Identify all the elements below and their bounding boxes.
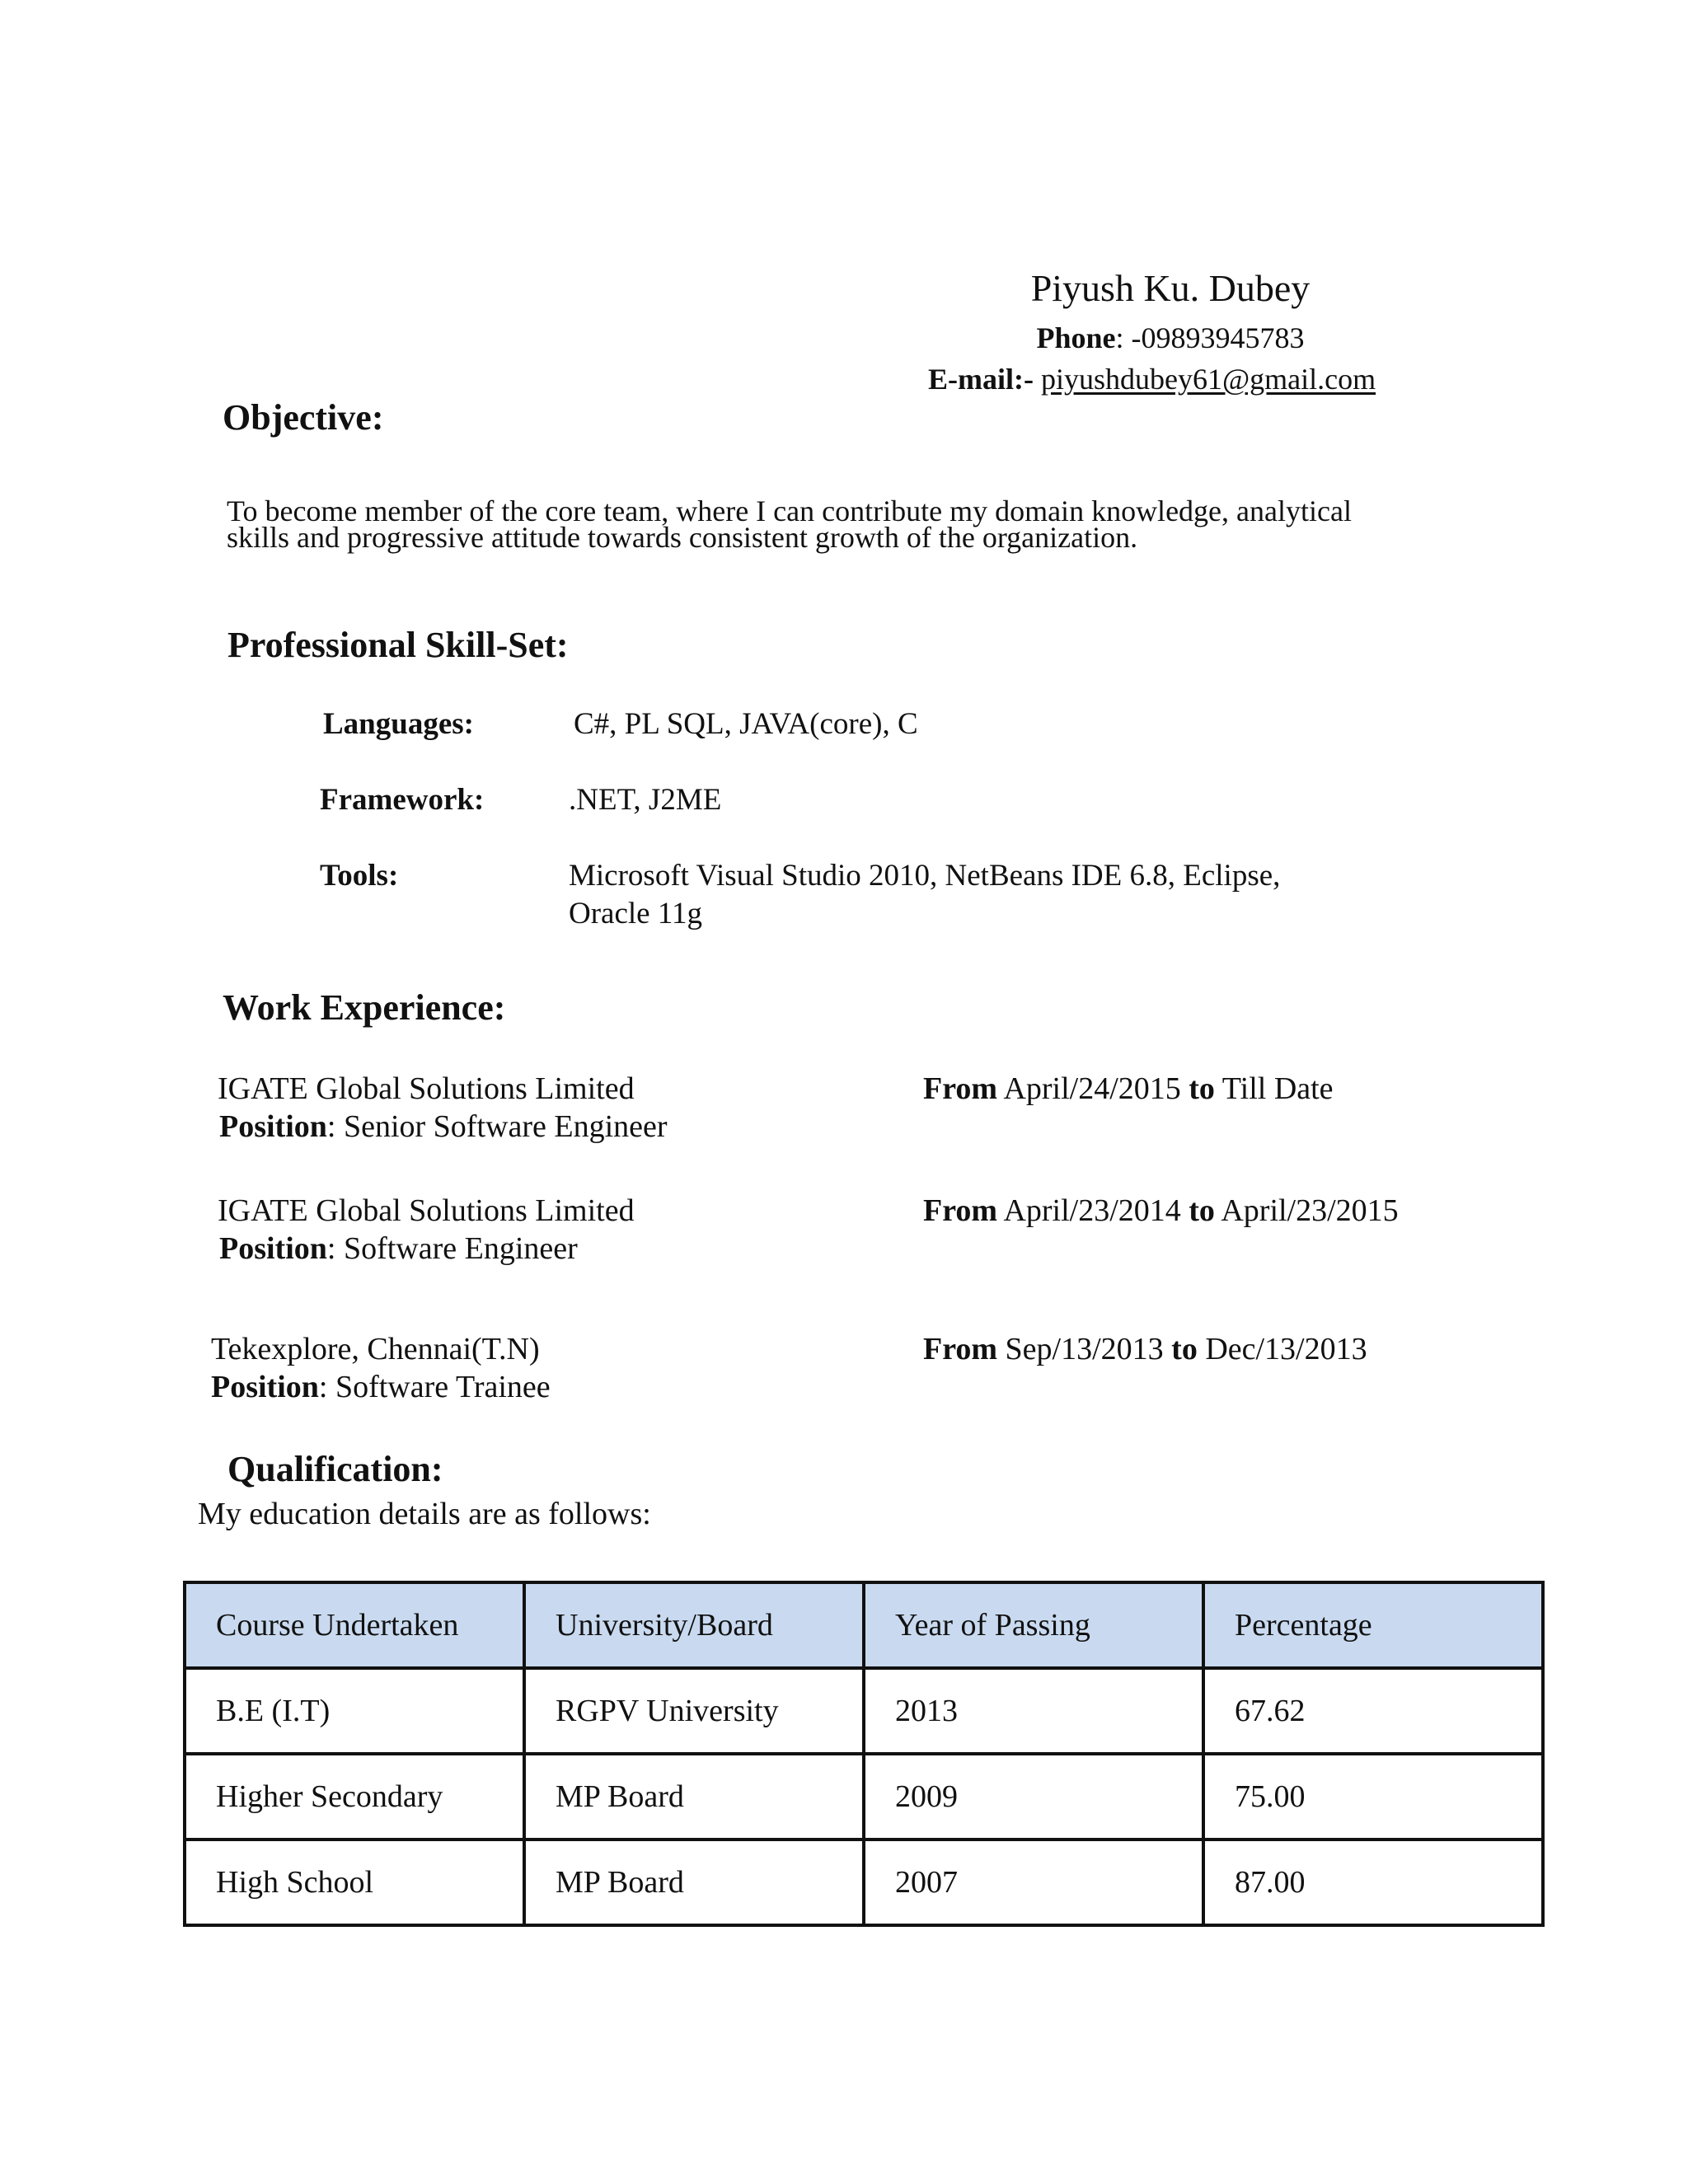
to-date: Dec/13/2013 bbox=[1205, 1332, 1367, 1366]
cell-course: High School bbox=[185, 1840, 524, 1925]
position-value: : Senior Software Engineer bbox=[326, 1109, 668, 1144]
qualification-intro: My education details are as follows: bbox=[198, 1497, 651, 1531]
column-header-university: University/Board bbox=[524, 1582, 864, 1668]
skill-value-tools-line2: Oracle 11g bbox=[569, 897, 702, 930]
to-date: April/23/2015 bbox=[1221, 1193, 1399, 1228]
column-header-year: Year of Passing bbox=[864, 1582, 1203, 1668]
cell-university: RGPV University bbox=[524, 1668, 864, 1754]
cell-percentage: 87.00 bbox=[1203, 1840, 1543, 1925]
cell-percentage: 75.00 bbox=[1203, 1754, 1543, 1840]
objective-text: To become member of the core team, where I can contribute my domain knowledge, analytical skills and progressive attitude towards consistent growth of the organization. bbox=[227, 494, 1352, 554]
from-word: From bbox=[923, 1193, 998, 1228]
cell-year: 2013 bbox=[864, 1668, 1203, 1754]
cell-percentage: 67.62 bbox=[1203, 1668, 1543, 1754]
job-company: IGATE Global Solutions Limited bbox=[218, 1071, 635, 1106]
skill-label-languages: Languages: bbox=[323, 707, 474, 741]
email-line bbox=[928, 359, 1376, 399]
skill-value-languages: C#, PL SQL, JAVA(core), C bbox=[574, 707, 918, 741]
skill-value-tools-line1: Microsoft Visual Studio 2010, NetBeans IDE 6.8, Eclipse, bbox=[569, 859, 1281, 893]
skills-heading: Professional Skill-Set: bbox=[227, 625, 569, 665]
cell-course: Higher Secondary bbox=[185, 1754, 524, 1840]
job-position bbox=[219, 1230, 578, 1268]
from-date: Sep/13/2013 bbox=[1005, 1332, 1164, 1366]
job-dates bbox=[923, 1330, 1367, 1369]
to-date: Till Date bbox=[1221, 1071, 1334, 1106]
to-word: to bbox=[1171, 1332, 1198, 1366]
table-row bbox=[185, 1754, 1543, 1840]
phone-line bbox=[857, 320, 1484, 356]
cell-university: MP Board bbox=[524, 1754, 864, 1840]
job-company: Tekexplore, Chennai(T.N) bbox=[211, 1332, 540, 1366]
skill-label-framework: Framework: bbox=[320, 783, 485, 817]
job-position bbox=[219, 1108, 668, 1146]
education-table bbox=[183, 1581, 1545, 1927]
table-row bbox=[185, 1668, 1543, 1754]
cell-course: B.E (I.T) bbox=[185, 1668, 524, 1754]
email-link[interactable]: piyushdubey61@gmail.com bbox=[1040, 363, 1376, 396]
position-value: : Software Engineer bbox=[326, 1231, 578, 1266]
from-word: From bbox=[923, 1332, 998, 1366]
from-date: April/24/2015 bbox=[1003, 1071, 1181, 1106]
cell-year: 2007 bbox=[864, 1840, 1203, 1925]
position-label: Position bbox=[219, 1231, 327, 1266]
to-word: to bbox=[1189, 1193, 1215, 1228]
column-header-percentage: Percentage bbox=[1203, 1582, 1543, 1668]
table-row bbox=[185, 1840, 1543, 1925]
job-dates bbox=[923, 1070, 1334, 1108]
job-dates bbox=[923, 1192, 1399, 1230]
experience-heading: Work Experience: bbox=[223, 987, 506, 1028]
objective-heading: Objective: bbox=[223, 397, 384, 438]
skill-label-tools: Tools: bbox=[320, 859, 399, 893]
phone-value: : -09893945783 bbox=[1115, 321, 1305, 354]
cell-year: 2009 bbox=[864, 1754, 1203, 1840]
table-header-row bbox=[185, 1582, 1543, 1668]
skill-value-framework: .NET, J2ME bbox=[569, 783, 722, 817]
cell-university: MP Board bbox=[524, 1840, 864, 1925]
job-company: IGATE Global Solutions Limited bbox=[218, 1193, 635, 1228]
position-label: Position bbox=[211, 1370, 319, 1404]
job-position bbox=[211, 1368, 551, 1407]
position-label: Position bbox=[219, 1109, 327, 1144]
position-value: : Software Trainee bbox=[318, 1370, 551, 1404]
to-word: to bbox=[1189, 1071, 1215, 1106]
qualification-heading: Qualification: bbox=[227, 1449, 443, 1489]
phone-label: Phone bbox=[1036, 321, 1116, 354]
from-word: From bbox=[923, 1071, 998, 1106]
column-header-course: Course Undertaken bbox=[185, 1582, 524, 1668]
candidate-name: Piyush Ku. Dubey bbox=[1030, 267, 1311, 309]
from-date: April/23/2014 bbox=[1003, 1193, 1181, 1228]
email-label: E-mail:- bbox=[928, 363, 1034, 396]
